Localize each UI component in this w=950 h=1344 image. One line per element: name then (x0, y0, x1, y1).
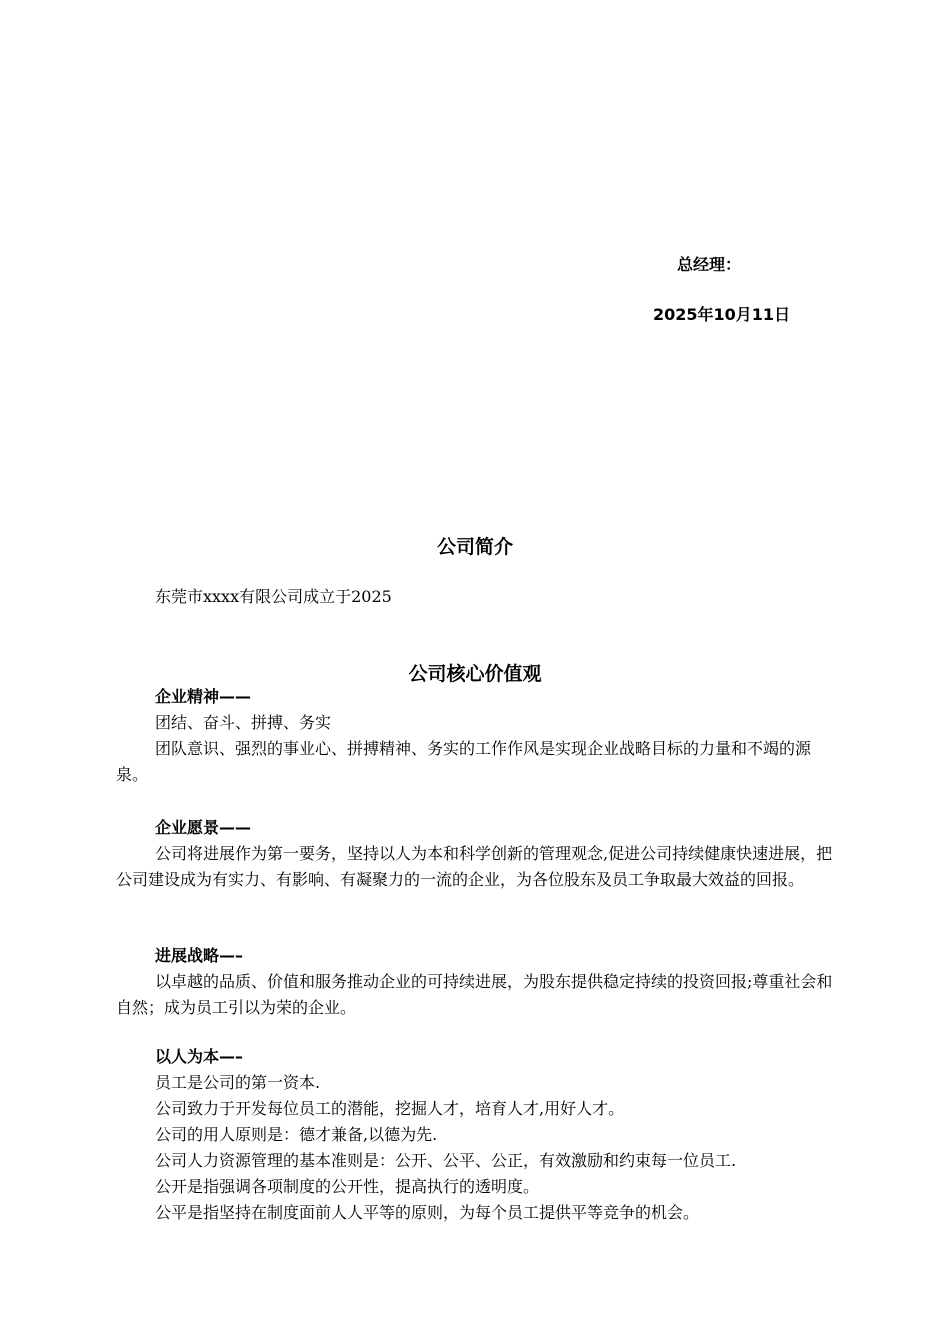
people-heading: 以人为本—– (155, 1047, 244, 1066)
people-line-6: 公平是指坚持在制度面前人人平等的原则，为每个员工提供平等竞争的机会。 (155, 1203, 700, 1222)
people-line-2: 公司致力于开发每位员工的潜能，挖掘人才，培育人才,用好人才。 (155, 1099, 625, 1118)
strategy-paragraph: 以卓越的品质、价值和服务推动企业的可持续进展，为股东提供稳定持续的投资回报;尊重社会和自然；成为员工引以为荣的企业。 (116, 972, 833, 1017)
vision-section (116, 815, 836, 893)
people-line-3: 公司的用人原则是：德才兼备,以德为先. (155, 1125, 438, 1144)
signature-date: 2025年10月11日 (653, 305, 791, 324)
people-line-1: 员工是公司的第一资本. (155, 1073, 321, 1092)
vision-heading: 企业愿景—— (155, 818, 252, 837)
spirit-line: 团结、奋斗、拼搏、务实 (155, 713, 332, 732)
strategy-section (116, 943, 836, 1021)
values-section (116, 684, 836, 788)
intro-text: 东莞市xxxx有限公司成立于2025 (155, 587, 392, 606)
strategy-heading: 进展战略—– (155, 946, 244, 965)
spirit-heading: 企业精神—— (155, 687, 252, 706)
manager-label: 总经理： (677, 255, 742, 274)
spirit-paragraph: 团队意识、强烈的事业心、拼搏精神、务实的工作作风是实现企业战略目标的力量和不竭的源泉。 (116, 739, 812, 784)
values-title: 公司核心价值观 (408, 663, 542, 685)
people-line-5: 公开是指强调各项制度的公开性，提高执行的透明度。 (155, 1177, 540, 1196)
people-section (116, 1044, 836, 1226)
intro-title: 公司简介 (436, 536, 513, 558)
vision-paragraph: 公司将进展作为第一要务，坚持以人为本和科学创新的管理观念,促进公司持续健康快速进展，把公司建设成为有实力、有影响、有凝聚力的一流的企业，为各位股东及员工争取最大效益的回报。 (116, 844, 833, 889)
people-line-4: 公司人力资源管理的基本准则是：公开、公平、公正，有效激励和约束每一位员工. (155, 1151, 737, 1170)
